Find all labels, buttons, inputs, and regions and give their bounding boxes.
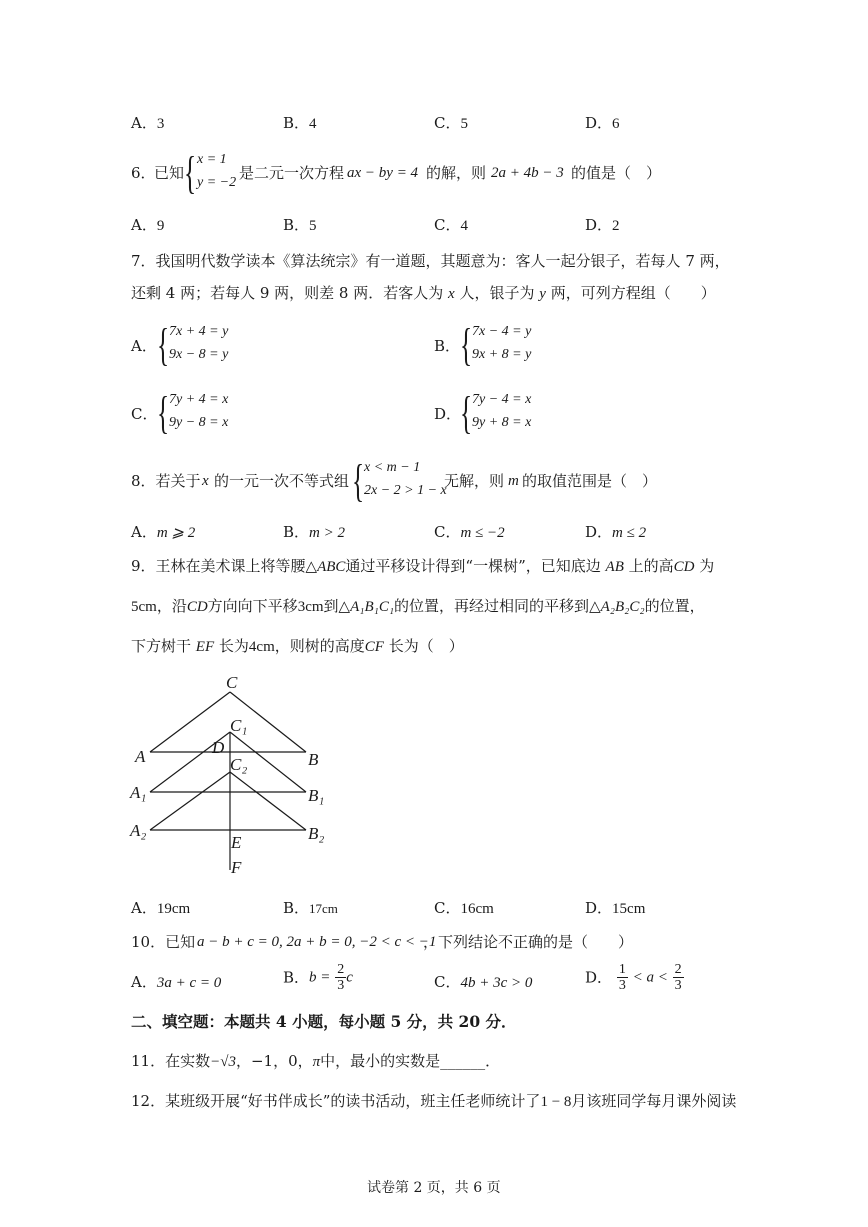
q6-expression: 2a + 4b − 3 bbox=[491, 165, 564, 181]
q8-sys-eq2: 2x − 2 > 1 − x bbox=[364, 483, 447, 498]
q9-label-b: B bbox=[308, 750, 319, 769]
q6-text-middle: 是二元一次方程 bbox=[239, 164, 345, 182]
q6-option-b: B．5 bbox=[283, 216, 317, 234]
q10-text-a: 10．已知 bbox=[131, 933, 196, 951]
q8-var-m: m bbox=[508, 473, 519, 489]
q9-tree-figure bbox=[120, 665, 350, 885]
page-footer: 试卷第 2 页，共 6 页 bbox=[367, 1180, 501, 1196]
q8-option-b: B．m > 2 bbox=[283, 523, 345, 541]
q6-number: 6． bbox=[131, 164, 156, 182]
q8-sys-eq1: x < m − 1 bbox=[364, 460, 421, 475]
q5-option-b: B．4 bbox=[283, 114, 317, 132]
q6-sys-eq2: y = −2 bbox=[197, 175, 237, 190]
q8-text-d: 的取值范围是（ ） bbox=[522, 472, 658, 490]
q8-option-d: D．m ≤ 2 bbox=[585, 523, 647, 541]
q9-line-3: 下方树干 EF 长为4cm，则树的高度CF 长为（ ） bbox=[131, 637, 464, 655]
q5-option-d: D．6 bbox=[585, 114, 620, 132]
q9-label-e: E bbox=[231, 833, 242, 852]
q9-label-d: D bbox=[212, 738, 225, 757]
q6-brace: { bbox=[184, 147, 197, 198]
q9-option-b: B．17cm bbox=[283, 899, 338, 917]
q9-line-c2a2 bbox=[150, 772, 230, 830]
q9-line-1: 9．王林在美术课上将等腰△ABC通过平移设计得到“一棵树”，已知底边 AB 上的高CD 为 bbox=[131, 557, 715, 575]
q9-label-c1: C₁ bbox=[230, 716, 248, 735]
q7-line-2: 还剩 4 两；若每人 9 两，则差 8 两．若客人为 x 人，银子为 y 两，可列方程组（ ） bbox=[131, 284, 716, 302]
q6-text-before: 已知 bbox=[154, 164, 185, 182]
q5-option-c: C．5 bbox=[434, 114, 468, 132]
q6-equation: ax − by = 4 bbox=[347, 165, 419, 181]
q5-option-a: A．3 bbox=[131, 114, 165, 132]
q6-text-after: 的解，则 bbox=[426, 164, 487, 182]
q8-text-b: 的一元一次不等式组 bbox=[214, 472, 350, 490]
q9-label-a: A bbox=[135, 747, 146, 766]
q8-var-x: x bbox=[202, 473, 209, 489]
q8-option-c: C．m ≤ −2 bbox=[434, 523, 505, 541]
q10-option-b: B．b = $\frac{2}{3}$ c bbox=[283, 962, 353, 994]
q6-option-a: A．9 bbox=[131, 216, 165, 234]
q6-option-c: C．4 bbox=[434, 216, 468, 234]
q9-label-b1: B₁ bbox=[308, 786, 325, 805]
q7-line-1: 7．我国明代数学读本《算法统宗》有一道题，其题意为：客人一起分银子，若每人 7 两， bbox=[131, 252, 730, 270]
q9-label-c2: C₂ bbox=[230, 755, 248, 774]
q10-text-b: ，下列结论不正确的是（ ） bbox=[423, 933, 634, 951]
q9-option-a: A．19cm bbox=[131, 899, 191, 917]
q8-text-c: 无解，则 bbox=[444, 472, 505, 490]
q6-text-end: 的值是（ ） bbox=[571, 164, 662, 182]
q6-sys-eq1: x = 1 bbox=[197, 152, 227, 167]
q11-line: 11．在实数−√3，−1，0，π中，最小的实数是______． bbox=[131, 1052, 501, 1070]
q9-label-a2: A₂ bbox=[130, 821, 147, 840]
q9-label-b2: B₂ bbox=[308, 824, 325, 843]
q9-label-a1: A₁ bbox=[130, 783, 147, 802]
q9-option-c: C．16cm bbox=[434, 899, 494, 917]
q10-condition: a − b + c = 0, 2a + b = 0, −2 < c < −1 bbox=[197, 934, 437, 950]
q8-text-a: 8．若关于 bbox=[131, 472, 201, 490]
q12-line: 12．某班级开展“好书伴成长”的读书活动，班主任老师统计了1 − 8月该班同学每月课外阅读 bbox=[131, 1092, 737, 1110]
q10-option-c: C．4b + 3c > 0 bbox=[434, 973, 533, 991]
section-2-title: 二、填空题：本题共 4 小题，每小题 5 分，共 20 分． bbox=[131, 1012, 517, 1031]
q9-label-f: F bbox=[231, 858, 242, 877]
q8-option-a: A．m ⩾ 2 bbox=[131, 523, 196, 541]
q10-option-a: A．3a + c = 0 bbox=[131, 973, 222, 991]
q9-line-2: 5cm，沿CD方向向下平移3cm到△A₁B₁C₁的位置，再经过相同的平移到△A₂B₂C₂的位置， bbox=[131, 597, 705, 615]
q10-option-d: D． $\frac{1}{3}$ < a < $\frac{2}{3}$ bbox=[585, 962, 682, 994]
q6-option-d: D．2 bbox=[585, 216, 620, 234]
q8-brace: { bbox=[352, 455, 365, 506]
q9-label-c: C bbox=[226, 673, 238, 692]
q9-line-c2b2 bbox=[230, 772, 306, 830]
q9-option-d: D．15cm bbox=[585, 899, 646, 917]
